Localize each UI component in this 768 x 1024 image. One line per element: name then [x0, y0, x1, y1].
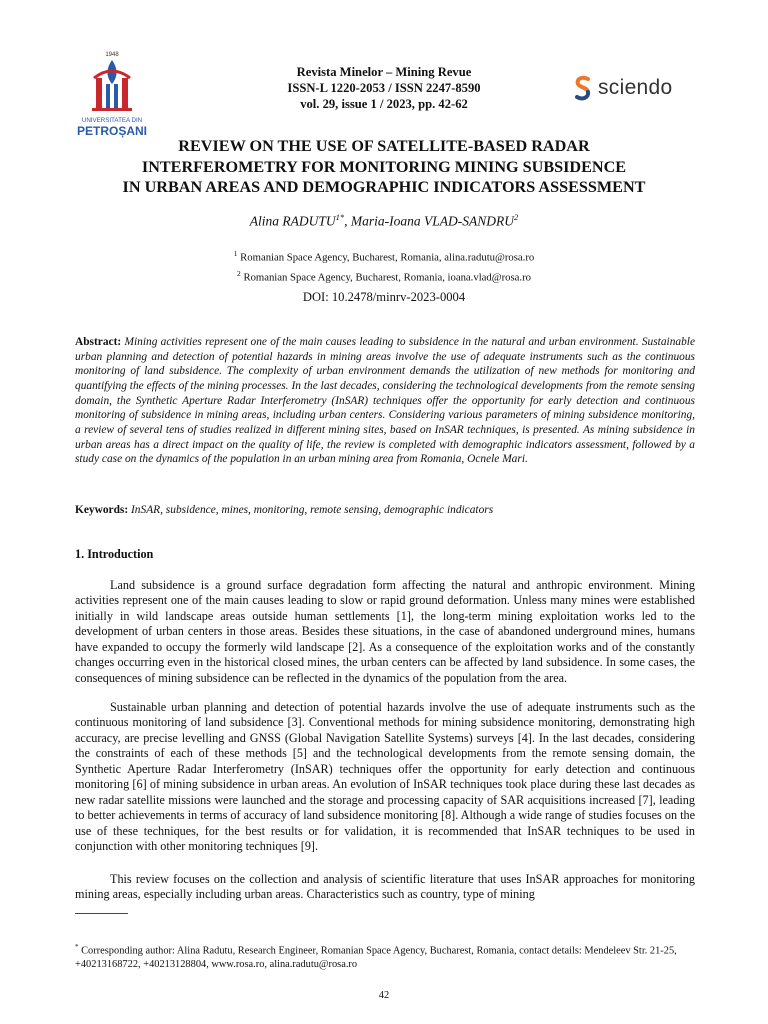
- title-line-3: IN URBAN AREAS AND DEMOGRAPHIC INDICATORS ASSESSMENT: [122, 178, 646, 196]
- publisher-wordmark: sciendo: [598, 76, 673, 99]
- affiliation-2: [0, 266, 768, 286]
- affiliation-1-sup: 1: [233, 249, 238, 258]
- paragraph-2-text: Sustainable urban planning and detection of potential hazards involve the use of adequate instruments such as the continuous monitoring of land subsidence [3]. Conventional methods for mining subsidence monitoring, demonstrating high accuracy, are precise levelling and GNSS (Global Navigation Satellite Systems) surveys [4]. In the last decades, considering the constraints of each of these methods [5] and the technological developments from the remote sensing domain, the Synthetic Aperture Radar Interferometry (InSAR) techniques offer the opportunity for early detection and continuous monitoring [6] of mining subsidence in urban areas. An evolution of InSAR techniques took place during these last decades as new radar satellite missions were launched and the storage and processing capacity of SAR acquisitions increased [7], leading to better achievements in terms of accuracy of land subsidence monitoring [8]. Although a wide range of studies focuses on the use of these techniques, for the best results or for validation, it is recommended that InSAR techniques to be used in conjunction with other monitoring techniques [9].: [75, 700, 695, 854]
- affiliation-1: [0, 246, 768, 266]
- author-2-sup: 2: [513, 212, 519, 222]
- title-line-1: REVIEW ON THE USE OF SATELLITE-BASED RADAR: [178, 137, 590, 155]
- abstract-label: Abstract:: [75, 336, 122, 348]
- author-1-name: Alina RADUTU: [249, 213, 336, 229]
- logo-line2: PETROȘANI: [76, 124, 148, 138]
- keywords-text: InSAR, subsidence, mines, monitoring, remote sensing, demographic indicators: [131, 504, 494, 516]
- paragraph-2: [75, 700, 695, 855]
- logo-year: 1948: [105, 52, 119, 58]
- author-separator: ,: [344, 213, 351, 229]
- paragraph-1-text: Land subsidence is a ground surface degradation form affecting the natural and anthropic environment. Mining activities represent one of the main causes leading to slow or rapid ground deformation. Unless many mines were established initially in wild landscape areas outside human settlements [1], the long-term mining exploitation works led to the development of urban centers in those areas. Besides these situations, in the case of abandoned underground mines, humans have expanded to occupy the formerly wild landscape [2]. As a consequence of the exploitation works and of the constantly changes occurring even in the historical closed mines, the urban centers can be affected by land subsidence. In some cases, the consequences of mining subsidence can be reflected in the dynamics of the population from the area.: [75, 578, 695, 685]
- author-1-sup: 1*: [335, 212, 345, 222]
- sciendo-s-icon: [574, 75, 592, 101]
- paper-title: [60, 136, 708, 198]
- affiliation-2-text: Romanian Space Agency, Bucharest, Romania, ioana.vlad@rosa.ro: [240, 271, 531, 284]
- keywords-label: Keywords:: [75, 504, 129, 516]
- logo-line1: UNIVERSITATEA DIN: [81, 117, 143, 124]
- affiliation-2-sup: 2: [237, 268, 241, 278]
- abstract: [75, 335, 695, 467]
- title-line-2: INTERFEROMETRY FOR MONITORING MINING SUBSIDENCE: [141, 157, 627, 176]
- footnote-divider: [75, 913, 128, 914]
- journal-issn: ISSN-L 1220-2053 / ISSN 2247-8590: [287, 81, 481, 95]
- journal-volume: vol. 29, issue 1 / 2023, pp. 42-62: [300, 97, 468, 111]
- journal-name: Revista Minelor – Mining Revue: [296, 65, 472, 79]
- footnote: [75, 940, 695, 972]
- paragraph-3-text: This review focuses on the collection and analysis of scientific literature that uses InSAR approaches for monitoring mining areas, especially including urban areas. Characteristics such as country, type of mining: [75, 872, 695, 902]
- footnote-text: Corresponding author: Alina Radutu, Research Engineer, Romanian Space Agency, Bucharest, Romania, contact details: Mendeleev Str. 21-25, +40213168722, +40213128804, www.rosa.ro, alina.radutu@rosa.ro: [75, 945, 677, 971]
- page-number: 42: [378, 990, 390, 1001]
- doi: DOI: 10.2478/minrv-2023-0004: [302, 290, 466, 304]
- paragraph-3: [75, 872, 695, 903]
- footnote-marker: *: [75, 943, 79, 951]
- author-list: [0, 212, 768, 230]
- publisher-logo: [574, 73, 694, 103]
- section-heading: 1. Introduction: [75, 547, 154, 561]
- affiliations: [0, 246, 768, 285]
- affiliation-1-text: Romanian Space Agency, Bucharest, Romania, alina.radutu@rosa.ro: [237, 251, 535, 264]
- paragraph-1: [75, 578, 695, 686]
- abstract-text: Mining activities represent one of the main causes leading to subsidence in the natural and urban environment. Sustainable urban planning and detection of potential hazards in mining areas involve the use of adequate instruments such as the continuous monitoring of land subsidence. The complexity of urban environment demands the utilization of new methods for monitoring and quantifying the effects of the mining processes. In the last decades, considering the technological developments from the remote sensing domain, the Synthetic Aperture Radar Interferometry (InSAR) techniques offer the opportunity for early detection and continuous monitoring of subsidence in mining areas, including urban centers. Considering various parameters of mining subsidence monitoring, a review of several tens of studies realized in different mining sites, based on InSAR techniques, is presented. As mining subsidence in urban areas has a direct impact on the quality of life, the review is completed with demographic indicators assessment, followed by a study case on the dynamics of the population in an urban mining area from Romania, Ocnele Mari.: [75, 336, 695, 466]
- keywords: [75, 503, 695, 518]
- author-2-name: Maria-Ioana VLAD-SANDRU: [350, 213, 514, 229]
